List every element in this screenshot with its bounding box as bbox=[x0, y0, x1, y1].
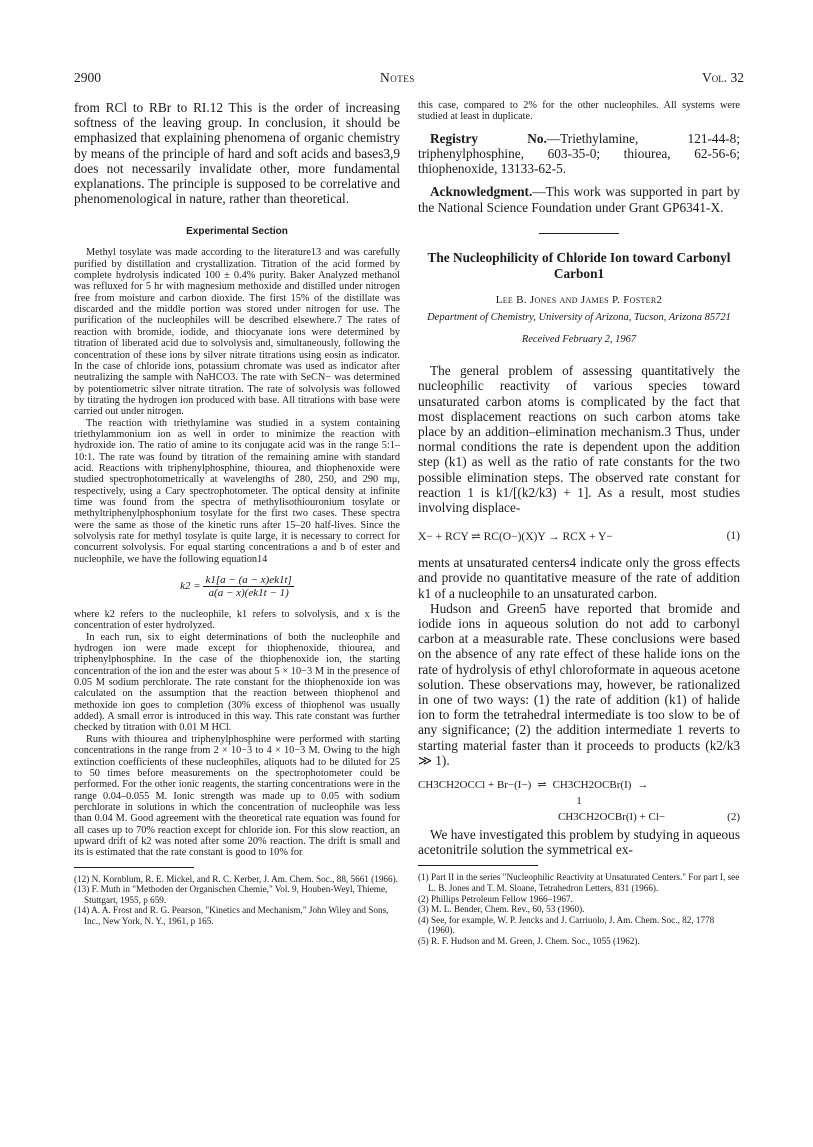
footnote-13: (13) F. Muth in "Methoden der Organischen Chemie," Vol. 9, Houben-Weyl, Thieme, Stuttgart, 1955, p 659. bbox=[74, 884, 388, 905]
forward-arrow-icon: → bbox=[637, 778, 649, 791]
footnote-divider-right bbox=[418, 865, 538, 866]
continued-paragraph: this case, compared to 2% for the other nucleophiles. All systems were studied at least in duplicate. bbox=[418, 100, 740, 123]
left-column bbox=[74, 100, 400, 927]
intermediate-label: 1 bbox=[576, 795, 582, 808]
experimental-paragraph-3: In each run, six to eight determinations of both the nucleophile and hydrogen ion were made except for thiophenoxide, thiourea, and triphenylphosphine. In the case of the thiophenoxide ion, the starting concentration of the ion and the ester was about 5 × 10−3 M in the presence of 0.05 M sodium perchlorate. The rate constant for the thiophenoxide ion was calculated on the assumption that the reaction between thiophenol and methoxide ion goes to completion (30% excess of thiophenol was usually added). A small error is introduced in this way. This rate constant was further checked by titration with 0.01 M HCl. bbox=[74, 631, 400, 734]
equation-lhs: k2 = bbox=[180, 580, 201, 593]
hudson-green-paragraph: Hudson and Green5 have reported that bromide and iodide ions in aqueous solution do not add to carbonyl carbon at a measurable rate. These conclusions were based on the absence of any rate effect of these halide ions on the rate of hydrolysis of ethyl chloroformate in aqueous acetone solution. These observations may, however, be rationalized in one of two ways: (1) the rate of addition (k1) of halide ion to form the tetrahedral intermediate is too slow to be of any significance; (2) the addition intermediate 1 reverts to starting material faster than it proceeds to products (k2/k3 ≫ 1). bbox=[418, 600, 740, 768]
reaction-2 bbox=[418, 778, 740, 823]
experimental-paragraph-4: Runs with thiourea and triphenylphosphine were performed with starting concentrations in the range from 2 × 10−3 to 4 × 10−3 M. Owing to the high extinction coefficients of these nucleophiles, aliquots had to be diluted for 25 to 50 times before measurements on the spectrophotometer could be performed. For the other ionic reagents, the starting concentrations were in the range 0.04–0.055 M. Ionic strength was made up to 0.05 with sodium perchlorate in solutions in which the concentration of nucleophile was less than 0.04 M. Good agreement with the theoretical rate equation was found for all cases up to 70% reaction except for chloride ion. For this slow reaction, an upward drift of k2 was noted after some 20% reaction. The drift is small and its is estimated that the rate constant is good to 10% for bbox=[74, 733, 400, 859]
author-affiliation: Department of Chemistry, University of Arizona, Tucson, Arizona 85721 bbox=[427, 311, 731, 323]
rate-equation bbox=[74, 574, 400, 599]
reaction-2-reactants: CH3CH2OCCl + Br−(I−) bbox=[418, 778, 532, 791]
equation-explanation: where k2 refers to the nucleophile, k1 refers to solvolysis, and x is the concentration of ester hydrolyzed. bbox=[74, 609, 400, 632]
received-date: Received February 2, 1967 bbox=[521, 334, 637, 346]
footnote-2: (2) Phillips Petroleum Fellow 1966–1967. bbox=[418, 893, 573, 904]
acknowledgment-label: Acknowledgment. bbox=[430, 184, 533, 200]
right-column bbox=[418, 100, 740, 947]
continuation-paragraph: ments at unsaturated centers4 indicate only the gross effects and provide no quantitative measure of the rate of addition k1 of a nucleophile to an unsaturated carbon. bbox=[418, 555, 740, 601]
equation-fraction bbox=[203, 574, 293, 599]
footnote-5: (5) R. F. Hudson and M. Green, J. Chem. Soc., 1055 (1962). bbox=[418, 936, 640, 947]
reaction-2-line-1 bbox=[418, 778, 740, 791]
intro-paragraph: The general problem of assessing quantitatively the nucleophilic reactivity of various species toward unsaturated carbon atoms is complicated by the fact that most displacement reactions on such carbon atoms take place by an addition–elimination mechanism.3 Thus, under normal conditions the rate is dependent upon the addition step (k1) as well as the ratio of rate constants for the two possible elimination steps. The observed rate constant for reaction 1 is k1/[(k2/k3) + 1]. As a result, most studies involving displace- bbox=[418, 363, 740, 516]
reaction-2-number: (2) bbox=[727, 811, 740, 824]
equation-numerator: k1[a − (a − x)ek1t] bbox=[205, 574, 292, 587]
article-divider bbox=[539, 233, 619, 234]
page-number: 2900 bbox=[74, 70, 101, 85]
footnote-1: (1) Part II in the series "Nucleophilic Reactivity at Unsaturated Centers." For part I, see L. B. Jones and T. M. Sloane, Tetrahedron Letters, 831 (1966). bbox=[418, 872, 740, 894]
conclusion-paragraph: from RCl to RBr to RI.12 This is the order of increasing softness of the leaving group. In conclusion, it should be emphasized that explaining phenomena of organic chemistry by means of the principle of hard and soft acids and bases3,9 does not necessarily invalidate other, more fundamental explanations. The principle is supposed to be correlative and phenomenological in nature, rather than theoretical. bbox=[74, 100, 400, 207]
registry-label: Registry No. bbox=[430, 130, 547, 146]
reaction-1-equation: X− + RCY ⇌ RC(O−)(X)Y → RCX + Y− bbox=[418, 531, 613, 544]
footnote-14: (14) A. A. Frost and R. G. Pearson, "Kinetics and Mechanism," John Wiley and Sons, Inc., New York, N. Y., 1961, p 165. bbox=[74, 905, 389, 926]
footnote-divider bbox=[74, 867, 194, 868]
article-title: The Nucleophilicity of Chloride Ion toward Carbonyl Carbon1 bbox=[427, 249, 731, 281]
reaction-2-intermediate: CH3CH2OCBr(I) bbox=[552, 778, 632, 791]
acknowledgment-text: —This work was supported in part by the National Science Foundation under Grant GP6341-X. bbox=[418, 184, 740, 215]
experimental-paragraph-1: Methyl tosylate was made according to the literature13 and was carefully purified by distillation and crystallization. Titration of the acid formed by complete hydrolysis indicated 100 ± 0.4% purity. Baker Analyzed methanol was refluxed for 5 hr with magnesium methoxide and distilled under nitrogen free from moisture and carbon dioxide. The first 15% of the distillate was discarded and the middle portion was stored under nitrogen for use. The purification of the nucleophiles will be described elsewhere.7 The rates of reaction with bromide, iodide, and thiocyanate ions were determined by titration of liberated acid due to solvolysis and, simultaneously, following the concentration of these ions by silver nitrate titrations using eosin as indicator. In the case of chloride ions, potassium chromate was used as indicator after neutralizing the sample with NaHCO3. The rate with SeCN− was determined by potentiometric silver nitrate titration. The rate of solvolysis was followed by titrating the hydrogen ion produced with base. All titrations with base were carried out under nitrogen. bbox=[74, 247, 400, 418]
experimental-paragraph-2: The reaction with triethylamine was studied in a system containing triethylammonium ion as well in order to minimize the reaction with hydroxide ion. The ratio of amine to its conjugate acid was in the range 5:1–10:1. The rate was found by titration of the remaining amine with standard acid. Reactions with triphenylphosphine, thiourea, and thiophenoxide were studied spectrophotometrically at wavelengths of 280, 250, and 290 mμ, respectively, using a Cary spectrophotometer. The optical density at infinite time was found from the spectra of methylisothiouronium tosylate or methyltriphenylphosphonium tosylate for the first two cases. These spectra were the same as those of the kinetic runs after 15–20 half-lives. Since the solvolysis rate for methyl tosylate is quite large, it is necessary to correct for concurrent solvolysis. For equal starting concentrations a and b of ester and nucleophile, we have the following equation14 bbox=[74, 417, 400, 565]
article-authors: Lee B. Jones and James P. Foster2 bbox=[495, 293, 663, 306]
footnote-3: (3) M. L. Bender, Chem. Rev., 60, 53 (1960). bbox=[418, 904, 585, 915]
acknowledgment bbox=[418, 184, 740, 214]
reaction-1-number: (1) bbox=[726, 530, 740, 543]
reaction-1 bbox=[418, 529, 740, 543]
footnote-4: (4) See, for example, W. P. Jencks and J. Carriuolo, J. Am. Chem. Soc., 82, 1778 (1960). bbox=[418, 914, 715, 936]
running-head: Notes bbox=[380, 70, 415, 85]
equation-denominator: a(a − x)(ek1t − 1) bbox=[208, 587, 289, 600]
volume-label: Vol. 32 bbox=[702, 70, 744, 85]
experimental-heading: Experimental Section bbox=[186, 226, 288, 238]
registry-text: —Triethylamine, 121-44-8; triphenylphosphine, 603-35-0; thiourea, 62-56-6; thiophenoxide, 13133-62-5. bbox=[418, 130, 740, 177]
registry-numbers bbox=[418, 131, 740, 177]
reaction-2-line-2 bbox=[418, 811, 740, 823]
equilibrium-arrow-icon: ⇌ bbox=[537, 779, 547, 792]
footnote-12: (12) N. Kornblum, R. E. Mickel, and R. C. Kerber, J. Am. Chem. Soc., 88, 5661 (1966). bbox=[74, 873, 398, 884]
investigation-paragraph: We have investigated this problem by studying in aqueous acetonitrile solution the symmetrical ex- bbox=[418, 827, 740, 858]
reaction-2-products: CH3CH2OCBr(I) + Cl− bbox=[558, 811, 666, 824]
